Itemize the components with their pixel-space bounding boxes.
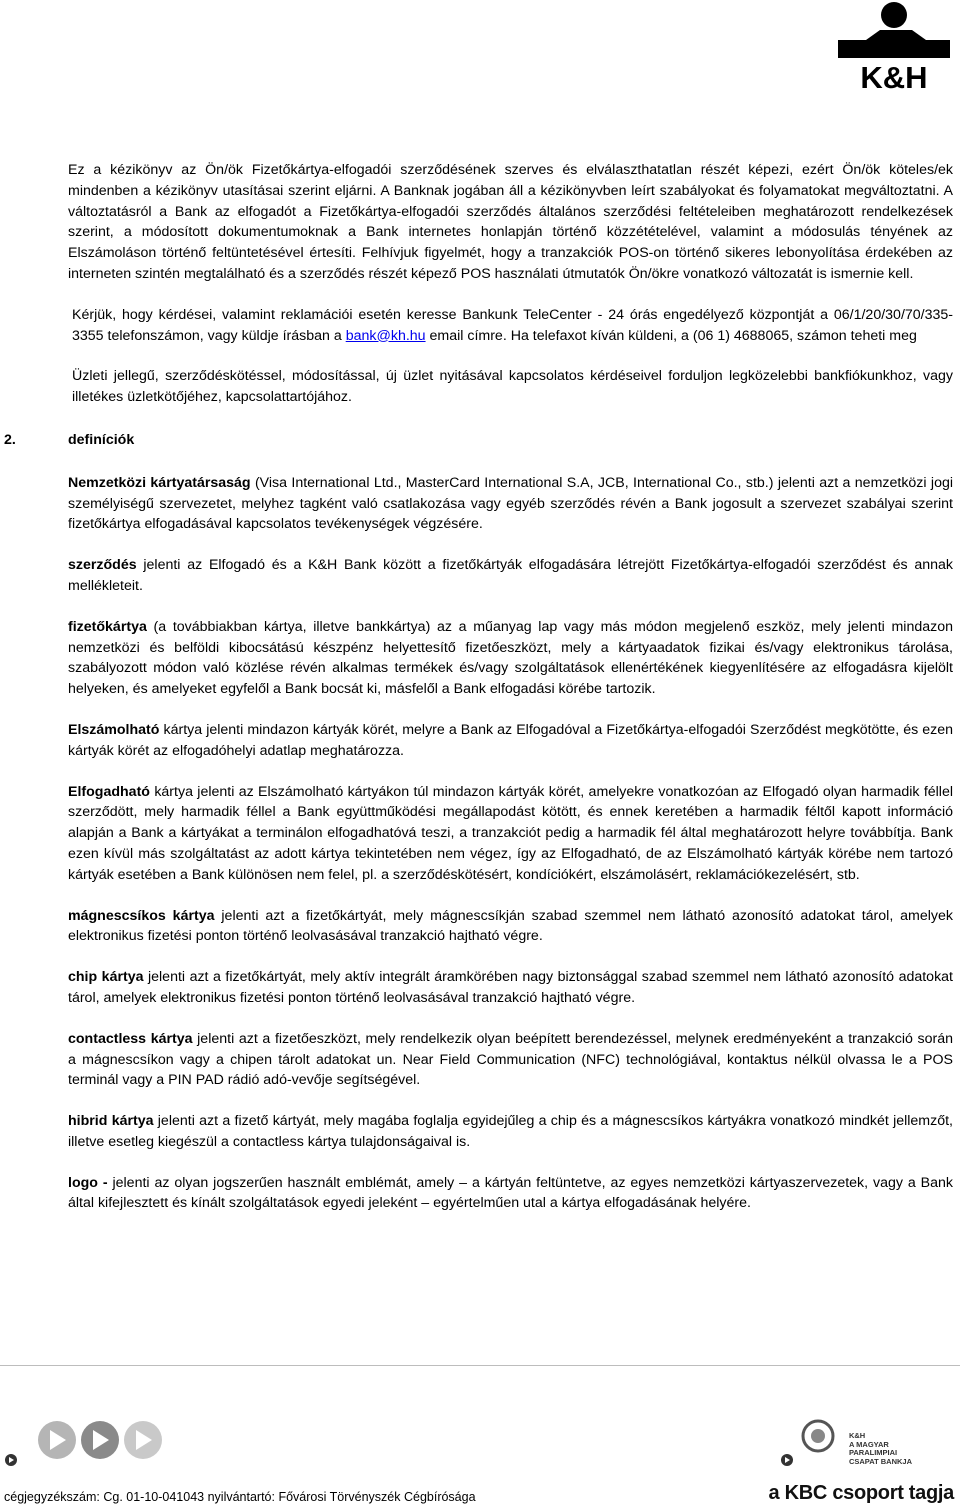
definition-term: contactless kártya — [68, 1030, 193, 1047]
definition-term: szerződés — [68, 557, 137, 574]
definition-text: jelenti azt a fizetőkártyát, mely aktív integrált áramkörében nagy biztonsággal szabad szemmel nem látható azonosító adatokat tárol, amelyek elektronikus fizetési ponton történő leolvasásával tranzakció hajtható végre. — [68, 969, 953, 1006]
definition-text: jelenti azt a fizetőeszközt, mely rendelkezik olyan beépített berendezéssel, melynek eredményeként a tranzakció során a mágnescsíkon vagy a chipen tárolt adatokat un. Near Field Communication (NFC) technológiával, kontaktus nélkül olvassa le a POS terminál vagy a PIN PAD rádió adó-vevője segítségével. — [68, 1030, 953, 1089]
definition-item — [68, 720, 953, 762]
definition-item — [68, 1173, 953, 1215]
definition-item — [68, 967, 953, 1009]
definition-text: jelenti az olyan jogszerűen használt emblémát, amely – a kártyán feltüntetve, az egyes nemzetközi kártyaszervezetek, vagy a Bank által kifejlesztett és kínált szolgáltatások egyedi jeleként – egyértelműen utal a kártya elfogadásának helyére. — [68, 1174, 954, 1212]
definition-item — [68, 617, 953, 700]
arrow-circle-icon — [81, 1421, 119, 1459]
section-number: 2. — [4, 431, 16, 448]
arrow-left-icon — [5, 1454, 17, 1466]
definition-item — [68, 782, 953, 886]
contact-text-after: email címre. Ha telefaxot kíván küldeni, a (06 1) 4688065, számon teheti meg — [425, 327, 917, 344]
definition-text: (a továbbiakban kártya, illetve bankkártya) az a műanyag lap vagy más módon megjelenő eszköz, mely jelenti mindazon nemzetközi és belföldi kibocsátású készpénz helyettesítő fizetőeszközt, mely a kártyaadatok fizikai és/vagy elektronikus tárolása, szabályozott módon való közlése révén alkalmas termékek és/vagy szolgáltatások ellenértékének kiegyenlítésére az elfogadásra kijelölt helyeken, és amelyeket egyfelől a Bank bocsát ki, másfelől a Bank elfogadási körébe tartozik. — [68, 618, 953, 698]
paralympic-line: A MAGYAR — [848, 1439, 889, 1449]
definition-text: jelenti azt a fizető kártyát, mely magába foglalja egyidejűleg a chip és a mágnescsíkos kártyákra vonatkozó mindkét jellemzőt, illetve esetleg kiegészül a contactless kártya tulajdonságaival is. — [68, 1113, 953, 1150]
footer-divider — [0, 1365, 960, 1366]
company-registry: cégjegyzékszám: Cg. 01-10-041043 nyilvántartó: Fővárosi Törvényszék Cégbírósága — [4, 1490, 476, 1504]
definition-item — [68, 1029, 953, 1091]
definition-text: kártya jelenti mindazon kártyák körét, melyre a Bank az Elfogadóval a Fizetőkártya-elfogadói Szerződést megkötötte, és ezen kártyák körét az elfogadóhelyi adatlap meghatározza. — [68, 721, 953, 759]
definition-term: Elszámolható — [68, 721, 160, 738]
definition-term: Nemzetközi kártyatársaság — [68, 474, 251, 491]
paralympic-line: CSAPAT BANKJA — [848, 1456, 912, 1466]
definition-item — [68, 906, 953, 948]
definition-term: Elfogadható — [68, 783, 150, 800]
arrow-circle-icon — [124, 1421, 162, 1459]
intro-paragraph: Ez a kézikönyv az Ön/ök Fizetőkártya-elfogadói szerződésének szerves és elválaszthatatlan részét képezi, ezért Ön/ök köteles/ek mindenben a kézikönyv utasításai szerint eljárni. A Banknak jogában áll a kézikönyvben leírt szabályokat és folyamatokat megváltoztatni. A változtatásról a Bank az elfogadót a Fizetőkártya-elfogadói szerződés általános szerződési feltételeiben meghatározott rendelkezések szerint, a módosított dokumentumoknak a Bank internetes honlapján történő közzétételével, valamint a módosulás tényének az Elszámoláson történő feltüntetésével értesíti. Felhívjuk figyelmét, hogy a tranzakciók POS-on történő sikeres lebonyolítása érdekében az interneten szintén megtalálható és a szerződés részét képező POS használati útmutatók Ön/ökre vonatkozó változatát is ismernie kell. — [68, 162, 953, 282]
kh-logo-text: K&H — [860, 60, 928, 92]
definition-text: (Visa International Ltd., MasterCard International S.A, JCB, International Co., stb.) jelenti azt a nemzetközi jogi személyiségű szervezetet, melyhez tagként való csatlakozása vagy egyéb szerződés révén a Bank jogosult a szervezet szabályai szerint fizetőkártya elfogadásával kapcsolatos tevékenységek végzésére. — [68, 474, 953, 533]
contact-text-before: Kérjük, hogy kérdései, valamint reklamációi esetén keresse Bankunk TeleCenter - 24 órás engedélyező központját a 06/1/20/30/70/335-3355 telefonszámon, vagy küldje írásban a — [72, 306, 953, 344]
footer-decoration — [0, 1412, 960, 1472]
paralympic-emblem — [803, 1421, 833, 1451]
kbc-group-label: a KBC csoport tagja — [768, 1482, 954, 1504]
email-link[interactable]: bank@kh.hu — [345, 327, 426, 344]
document-body — [4, 160, 954, 1234]
kh-logo-mark — [830, 0, 950, 92]
paralympic-text — [849, 1432, 912, 1466]
definition-item — [68, 473, 953, 535]
definition-item — [68, 1111, 953, 1153]
definition-item — [68, 555, 953, 597]
contact-paragraph — [72, 305, 953, 347]
definition-term: mágnescsíkos kártya — [68, 907, 215, 924]
definition-text: jelenti azt a fizetőkártyát, mely mágnescsíkján szabad szemmel nem látható azonosító adatokat tárol, amelyek elektronikus fizetési ponton történő leolvasásával tranzakció hajtható végre. — [68, 907, 953, 945]
business-paragraph: Üzleti jellegű, szerződéskötéssel, módosítással, új üzlet nyitásával kapcsolatos kérdéseivel forduljon legközelebbi bankfiókunkhoz, vagy illetékes üzletkötőjéhez, kapcsolattartójához. — [72, 368, 953, 406]
definition-term: logo - — [68, 1174, 108, 1191]
paralympic-line: PARALIMPIAI — [848, 1448, 898, 1457]
definition-term: fizetőkártya — [68, 618, 147, 635]
paralympic-line: K&H — [848, 1431, 866, 1440]
definition-text: jelenti az Elfogadó és a K&H Bank között a fizetőkártyák elfogadására létrejött Fizetőkártya-elfogadói szerződést és annak mellékleteit. — [68, 557, 953, 594]
definition-term: chip kártya — [68, 969, 144, 986]
definition-term: hibrid kártya — [68, 1113, 154, 1130]
section-heading — [4, 430, 953, 451]
arrow-circle-icon — [38, 1421, 76, 1459]
arrow-right-icon — [781, 1454, 793, 1466]
kh-logo — [830, 0, 950, 92]
section-title: definíciók — [68, 431, 135, 448]
definition-text: kártya jelenti az Elszámolható kártyákon túl mindazon kártyák körét, amelyekre vonatkozóan az Elfogadó olyan harmadik féllel szerződött, mely harmadik féllel a Bank együttműködési megállapodást kötött, és ennek keretében a harmadik féltől kapott információ alapján a Bank a kártyákat a terminálon elfogadhatóvá teszi, a tranzakciót pedig a harmadik fél által meghatározott helyre továbbítja. Bank ezen kívül más szolgáltatást az adott kártya tekintetében nem végez, így az Elfogadható, de az Elszámolható kártyák körébe nem tartozó kártyák esetében a Bank különösen nem felel, pl. a szerződéskötésért, kondíciókért, elszámolásért, reklamációkezelésért, stb. — [68, 783, 953, 883]
